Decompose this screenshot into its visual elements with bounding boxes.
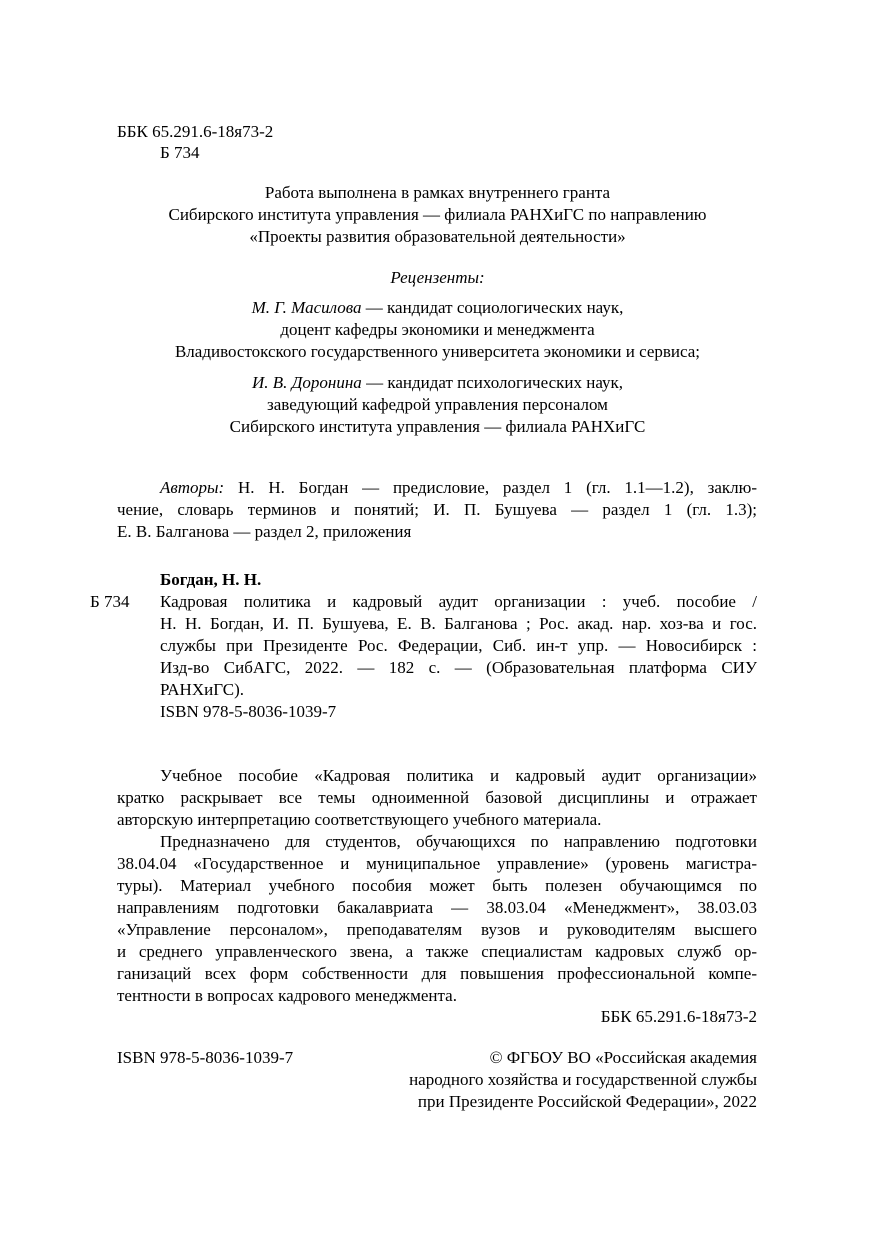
- annotation-p2-line-2: 38.04.04 «Государственное и муниципальное управление» (уровень магистра-: [117, 854, 757, 873]
- copyright-line-1: © ФГБОУ ВО «Российская академия: [489, 1048, 757, 1067]
- reviewer-2-line-1: [0, 372, 875, 393]
- copyright-line-2: народного хозяйства и государственной службы: [409, 1070, 757, 1089]
- reviewer-2-title: — кандидат психологических наук,: [361, 373, 624, 392]
- authors-line-1: [160, 477, 757, 498]
- bbk-index: ББК 65.291.6-18я73-2: [117, 122, 274, 141]
- catalog-line-5: РАНХиГС).: [160, 680, 245, 699]
- grant-line-1: Работа выполнена в рамках внутреннего гранта: [264, 183, 611, 202]
- copyright-line-3: при Президенте Российской Федерации», 2022: [417, 1092, 757, 1111]
- catalog-isbn: ISBN 978-5-8036-1039-7: [160, 702, 337, 721]
- catalog-code: Б 734: [90, 592, 130, 611]
- catalog-line-3: службы при Президенте Рос. Федерации, Сиб. ин-т упр. — Новосибирск :: [160, 636, 757, 655]
- authors-line-1-text: Н. Н. Богдан — предисловие, раздел 1 (гл. 1.1—1.2), заклю-: [224, 478, 757, 497]
- annotation-p1-line-2: кратко раскрывает все темы одноименной базовой дисциплины и отражает: [117, 788, 757, 807]
- footer-isbn: ISBN 978-5-8036-1039-7: [117, 1048, 294, 1067]
- authors-line-3: Е. В. Балганова — раздел 2, приложения: [117, 522, 412, 541]
- catalog-line-1: Кадровая политика и кадровый аудит организации : учеб. пособие /: [160, 592, 757, 611]
- reviewers-heading-text: Рецензенты:: [390, 268, 485, 287]
- catalog-main-author: [160, 569, 261, 590]
- reviewer-1-line-1: [0, 297, 875, 318]
- annotation-p1-line-1: Учебное пособие «Кадровая политика и кадровый аудит организации»: [160, 766, 757, 785]
- annotation-p2-line-7: ганизаций всех форм собственности для повышения профессиональной компе-: [117, 964, 757, 983]
- annotation-p2-line-1: Предназначено для студентов, обучающихся по направлению подготовки: [160, 832, 757, 851]
- catalog-line-2: Н. Н. Богдан, И. П. Бушуева, Е. В. Балганова ; Рос. акад. нар. хоз-ва и гос.: [160, 614, 757, 633]
- reviewer-2-line-3: Сибирского института управления — филиала РАНХиГС: [229, 417, 646, 436]
- authors-line-2: чение, словарь терминов и понятий; И. П. Бушуева — раздел 1 (гл. 1.3);: [117, 500, 757, 519]
- catalog-main-author-text: Богдан, Н. Н.: [160, 570, 262, 589]
- reviewer-2-name: И. В. Доронина: [251, 373, 362, 392]
- annotation-p2-line-6: и среднего управленческого звена, а также специалистам кадровых служб ор-: [117, 942, 757, 961]
- grant-line-3: «Проекты развития образовательной деятельности»: [249, 227, 626, 246]
- annotation-p2-line-8: тентности в вопросах кадрового менеджмента.: [117, 986, 457, 1005]
- authors-label: Авторы:: [160, 478, 225, 497]
- annotation-p2-line-3: туры). Материал учебного пособия может быть полезен обучающимся по: [117, 876, 757, 895]
- reviewer-1-line-2: доцент кафедры экономики и менеджмента: [280, 320, 595, 339]
- reviewer-1-name: М. Г. Масилова: [251, 298, 362, 317]
- reviewer-1-line-3: Владивостокского государственного университета экономики и сервиса;: [174, 342, 701, 361]
- reviewer-1-title: — кандидат социологических наук,: [361, 298, 624, 317]
- author-mark: Б 734: [160, 143, 200, 162]
- catalog-line-4: Изд-во СибАГС, 2022. — 182 с. — (Образовательная платформа СИУ: [160, 658, 757, 677]
- annotation-bbk: ББК 65.291.6-18я73-2: [600, 1007, 757, 1026]
- reviewers-heading: [0, 267, 875, 288]
- annotation-p1-line-3: авторскую интерпретацию соответствующего учебного материала.: [117, 810, 602, 829]
- annotation-p2-line-5: «Управление персоналом», преподавателям вузов и руководителям высшего: [117, 920, 757, 939]
- annotation-p2-line-4: направлениям подготовки бакалавриата — 38.03.04 «Менеджмент», 38.03.03: [117, 898, 757, 917]
- grant-line-2: Сибирского института управления — филиала РАНХиГС по направлению: [168, 205, 707, 224]
- reviewer-2-line-2: заведующий кафедрой управления персоналом: [267, 395, 608, 414]
